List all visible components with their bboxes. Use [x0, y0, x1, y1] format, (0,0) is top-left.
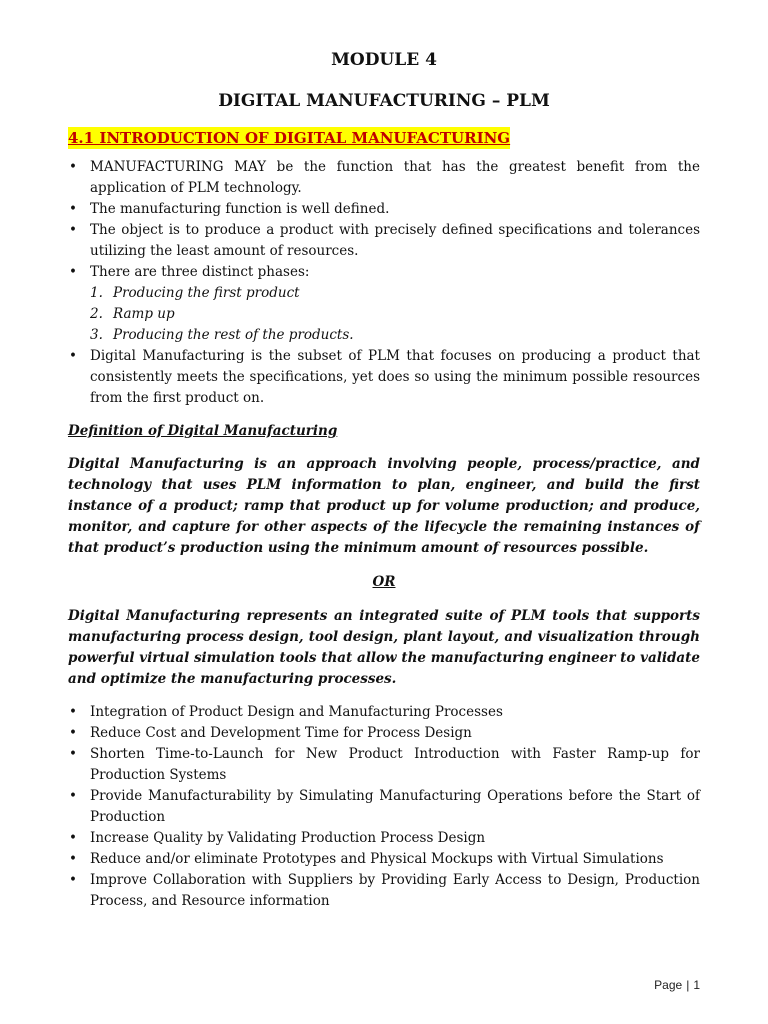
benefits-bullet-list [68, 702, 700, 912]
definition-paragraph-1: Digital Manufacturing is an approach involving people, process/practice, and technology that uses PLM information to plan, engineer, and build the first instance of a product; ramp that product up for volume production; and produce, monitor, and capture for other aspects of the lifecycle the remaining instances of that product’s production using the minimum amount of resources possible. [68, 456, 700, 556]
section-heading-wrapper [68, 127, 700, 157]
list-item: • The manufacturing function is well defined. [68, 199, 700, 220]
phase-text: Producing the rest of the products. [113, 327, 354, 343]
section-heading: 4.1 INTRODUCTION OF DIGITAL MANUFACTURING [68, 129, 511, 147]
page-footer [654, 978, 700, 992]
list-item: • Improve Collaboration with Suppliers by Providing Early Access to Design, Production Process, and Resource information [68, 870, 700, 912]
list-item: • The object is to produce a product with precisely defined specifications and tolerances utilizing the least amount of resources. [68, 220, 700, 262]
document-title: DIGITAL MANUFACTURING – PLM [218, 91, 550, 111]
list-item: • Reduce Cost and Development Time for Process Design [68, 723, 700, 744]
list-item: • Integration of Product Design and Manufacturing Processes [68, 702, 700, 723]
list-item: • MANUFACTURING MAY be the function that has the greatest benefit from the application of PLM technology. [68, 157, 700, 199]
phases-intro-text: There are three distinct phases: [90, 264, 310, 280]
phase-item [90, 304, 700, 325]
list-item [68, 262, 700, 346]
list-item: • Provide Manufacturability by Simulating Manufacturing Operations before the Start of Production [68, 786, 700, 828]
definition-heading: Definition of Digital Manufacturing [68, 423, 338, 439]
phase-text: Producing the first product [113, 285, 300, 301]
definition-paragraph-2: Digital Manufacturing represents an integrated suite of PLM tools that supports manufacturing process design, tool design, plant layout, and visualization through powerful virtual simulation tools that allow the manufacturing engineer to validate and optimize the manufacturing processes. [68, 608, 700, 687]
or-separator: OR [372, 574, 396, 590]
intro-bullet-list [68, 157, 700, 409]
phase-text: Ramp up [113, 306, 175, 322]
list-item: • Increase Quality by Validating Production Process Design [68, 828, 700, 849]
phase-number: 3. [90, 327, 103, 343]
page-separator: | [686, 978, 690, 992]
list-item: • Digital Manufacturing is the subset of PLM that focuses on producing a product that consistently meets the specifications, yet does so using the minimum possible resources from the first product on. [68, 346, 700, 409]
phase-item [90, 325, 700, 346]
document-page [68, 48, 700, 912]
list-item: • Shorten Time-to-Launch for New Product Introduction with Faster Ramp-up for Production Systems [68, 744, 700, 786]
page-label: Page [654, 978, 683, 992]
list-item: • Reduce and/or eliminate Prototypes and Physical Mockups with Virtual Simulations [68, 849, 700, 870]
module-title: MODULE 4 [331, 50, 437, 70]
phase-number: 2. [90, 306, 103, 322]
page-number: 1 [693, 978, 700, 992]
phase-item [90, 283, 700, 304]
phases-list [90, 283, 700, 346]
phase-number: 1. [90, 285, 103, 301]
